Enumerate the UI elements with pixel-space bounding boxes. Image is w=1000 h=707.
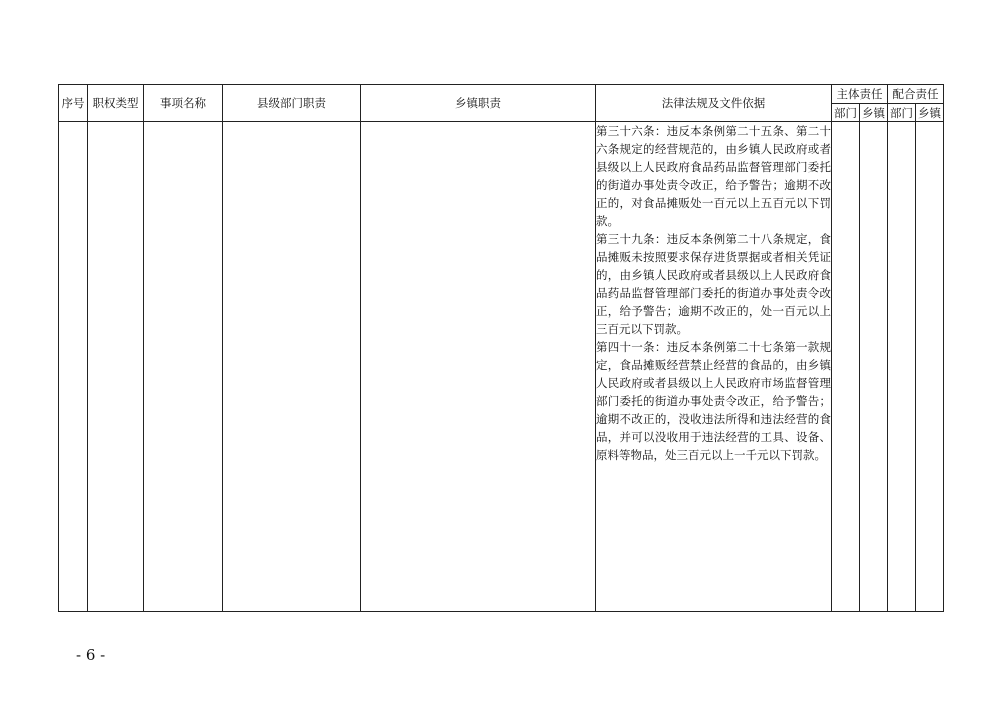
cell-seq	[59, 122, 88, 612]
table-row	[59, 122, 944, 612]
header-legal-basis: 法律法规及文件依据	[596, 85, 832, 122]
cell-item-name	[144, 122, 223, 612]
law-article-39: 第三十九条：违反本条例第二十八条规定，食品摊贩未按照要求保存进货票据或者相关凭证的，由乡镇人民政府或者县级以上人民政府食品药品监督管理部门委托的街道办事处责令改正，给予警告；逾期不改正的，处一百元以上三百元以下罚款。	[596, 232, 831, 336]
header-assist-town: 乡镇	[916, 104, 944, 122]
header-assist-dept: 部门	[888, 104, 916, 122]
header-item-name: 事项名称	[144, 85, 223, 122]
cell-assist-dept	[888, 122, 916, 612]
cell-town-duty	[361, 122, 596, 612]
cell-main-dept	[832, 122, 860, 612]
cell-main-town	[860, 122, 888, 612]
header-main-town: 乡镇	[860, 104, 888, 122]
header-county-duty: 县级部门职责	[223, 85, 361, 122]
cell-assist-town	[916, 122, 944, 612]
header-main-responsibility: 主体责任	[832, 85, 888, 104]
cell-county-duty	[223, 122, 361, 612]
page-number: - 6 -	[76, 646, 106, 664]
cell-power-type	[88, 122, 144, 612]
duty-table	[58, 84, 944, 612]
law-article-36: 第三十六条：违反本条例第二十五条、第二十六条规定的经营规范的，由乡镇人民政府或者县级以上人民政府食品药品监督管理部门委托的街道办事处责令改正，给予警告；逾期不改正的，对食品摊贩处一百元以上五百元以下罚款。	[596, 124, 831, 228]
header-town-duty: 乡镇职责	[361, 85, 596, 122]
header-seq: 序号	[59, 85, 88, 122]
header-power-type: 职权类型	[88, 85, 144, 122]
header-assist-responsibility: 配合责任	[888, 85, 944, 104]
header-main-dept: 部门	[832, 104, 860, 122]
cell-legal-basis	[596, 122, 832, 612]
law-article-41: 第四十一条：违反本条例第二十七条第一款规定，食品摊贩经营禁止经营的食品的，由乡镇人民政府或者县级以上人民政府市场监督管理部门委托的街道办事处责令改正，给予警告；逾期不改正的，没收违法所得和违法经营的食品，并可以没收用于违法经营的工具、设备、原料等物品，处三百元以上一千元以下罚款。	[596, 340, 831, 462]
